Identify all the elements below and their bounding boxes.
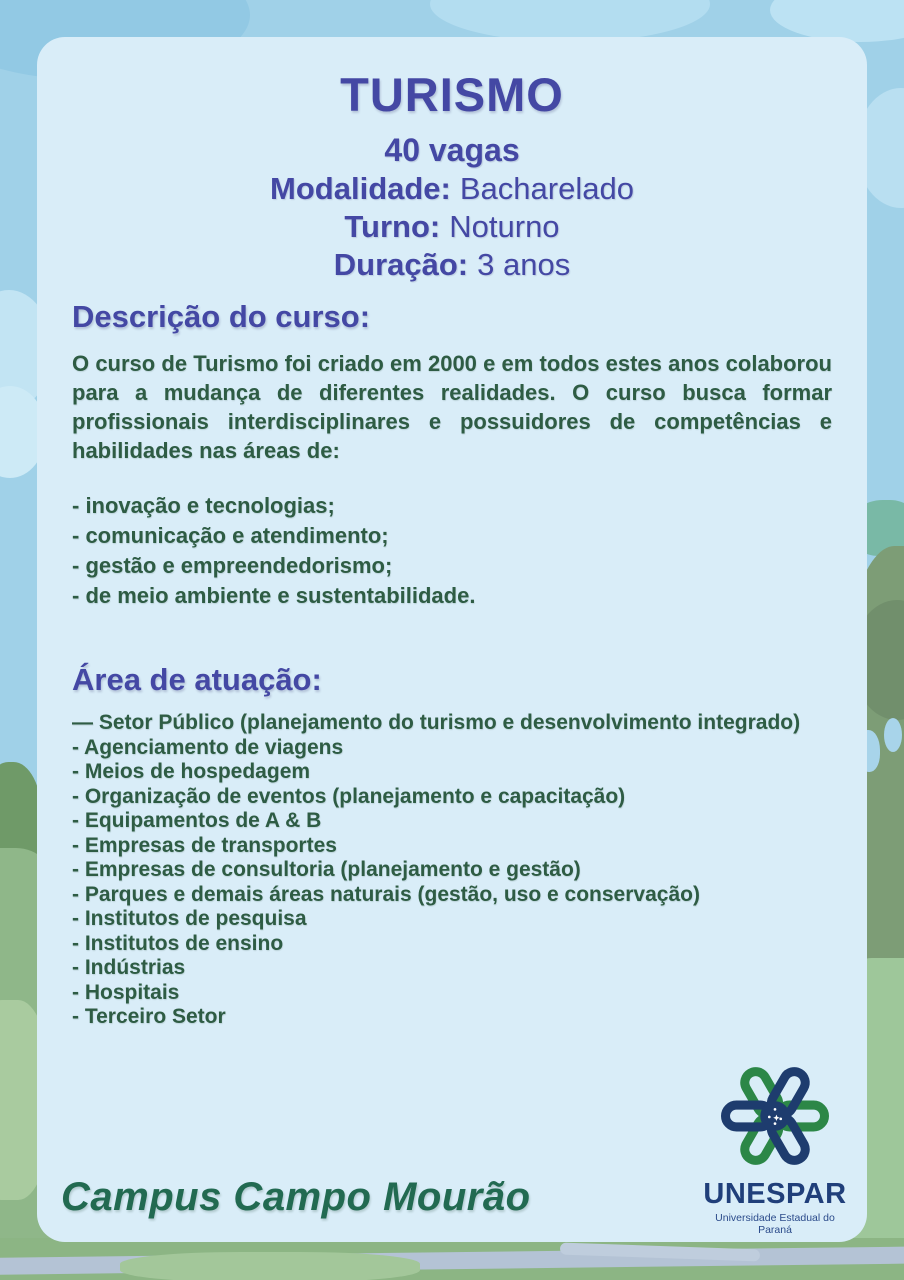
grass-highlight-shape xyxy=(120,1252,420,1280)
vacancies-text: 40 vagas xyxy=(384,132,520,168)
modality-label: Modalidade: xyxy=(270,171,451,206)
skills-list-item: - gestão e empreendedorismo; xyxy=(72,553,393,578)
work-area-item: - Empresas de consultoria (planejamento e gestão) xyxy=(72,858,581,881)
work-area-item: - Terceiro Setor xyxy=(72,1005,226,1028)
work-area-item: - Parques e demais áreas naturais (gestão, uso e conservação) xyxy=(72,882,700,906)
skills-list-item: - de meio ambiente e sustentabilidade. xyxy=(72,583,476,608)
work-area-item: - Hospitais xyxy=(72,980,180,1004)
work-area-item: - Organização de eventos (planejamento e capacitação) xyxy=(72,784,626,808)
work-area-item: - Indústrias xyxy=(72,956,186,979)
description-section xyxy=(72,299,832,611)
shift-line xyxy=(37,209,867,245)
unespar-wordmark: UNESPAR xyxy=(703,1178,847,1210)
skills-list xyxy=(72,491,832,611)
work-area-item: - Equipamentos de A & B xyxy=(72,809,322,832)
work-area-item: — Setor Público (planejamento do turismo e desenvolvimento integrado) xyxy=(72,711,801,734)
skills-list-item: - comunicação e atendimento; xyxy=(72,523,389,548)
work-area-item: - Institutos de ensino xyxy=(72,931,284,955)
work-area-item: - Institutos de pesquisa xyxy=(72,907,307,930)
course-card xyxy=(37,37,867,1242)
shift-value: Noturno xyxy=(449,209,560,244)
modality-line xyxy=(37,171,867,207)
unespar-logo xyxy=(697,1057,853,1236)
skills-list-item: - inovação e tecnologias; xyxy=(72,493,335,518)
duration-value: 3 anos xyxy=(477,247,571,282)
campus-name: Campus Campo Mourão xyxy=(61,1175,531,1219)
work-areas-heading: Área de atuação: xyxy=(72,662,322,697)
unespar-logo-icon xyxy=(716,1057,834,1175)
shift-label: Turno: xyxy=(344,209,441,244)
course-title: TURISMO xyxy=(340,68,564,121)
work-area-item: - Agenciamento de viagens xyxy=(72,735,344,759)
duration-label: Duração: xyxy=(333,247,469,282)
work-areas-list xyxy=(72,711,832,1030)
description-heading: Descrição do curso: xyxy=(72,299,371,334)
cloud-shape xyxy=(770,0,904,42)
leaf-gap-shape xyxy=(884,718,902,752)
work-area-item: - Meios de hospedagem xyxy=(72,760,311,783)
unespar-subtitle: Universidade Estadual do Paraná xyxy=(715,1212,835,1236)
duration-line xyxy=(37,247,867,283)
course-header xyxy=(37,37,867,283)
description-paragraph: O curso de Turismo foi criado em 2000 e em todos estes anos colaborou para a mudança de diferentes realidades. O curso busca formar profissionais interdisciplinares e possuidores de competências e habilidades nas áreas de: xyxy=(72,351,832,463)
modality-value: Bacharelado xyxy=(459,171,634,206)
cloud-shape xyxy=(430,0,710,42)
work-area-item: - Empresas de transportes xyxy=(72,833,337,857)
work-areas-section xyxy=(72,662,832,1030)
